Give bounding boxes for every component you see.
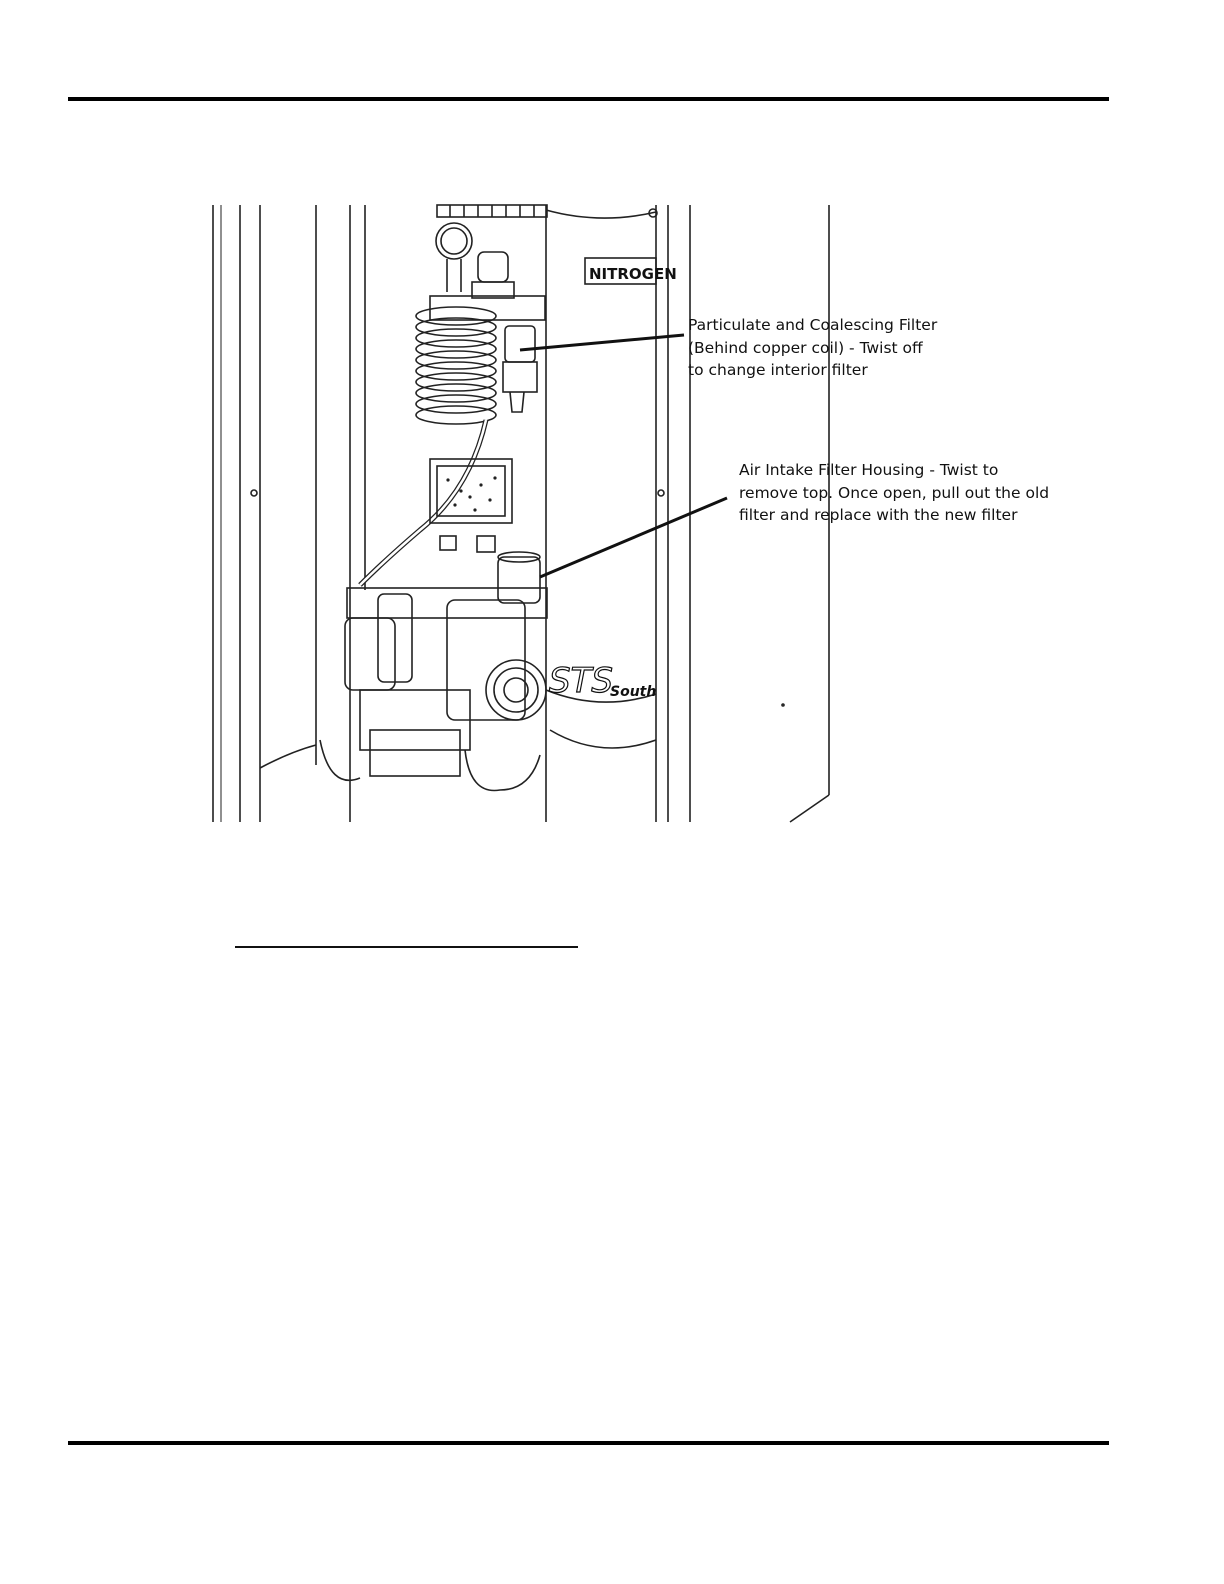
callout-line: Particulate and Coalescing Filter	[688, 316, 938, 334]
callout-line: (Behind copper coil) - Twist off	[688, 338, 923, 357]
callout-2-leader	[540, 498, 727, 577]
callout-line: remove top. Once open, pull out the old	[739, 483, 1050, 502]
brand-mark: STS	[549, 661, 613, 701]
callout-line: Air Intake Filter Housing - Twist to	[739, 461, 999, 479]
callout-line: to change interior filter	[688, 361, 868, 379]
section-underline	[235, 946, 578, 948]
callout-line: filter and replace with the new filter	[739, 506, 1018, 524]
brand-sub: South	[610, 684, 657, 700]
footer-rule	[68, 1441, 1109, 1445]
tank-label: NITROGEN	[589, 265, 677, 283]
callout-1-leader	[520, 335, 684, 350]
callout-coalescing-filter	[688, 314, 988, 382]
callout-air-intake-filter	[739, 459, 1069, 527]
